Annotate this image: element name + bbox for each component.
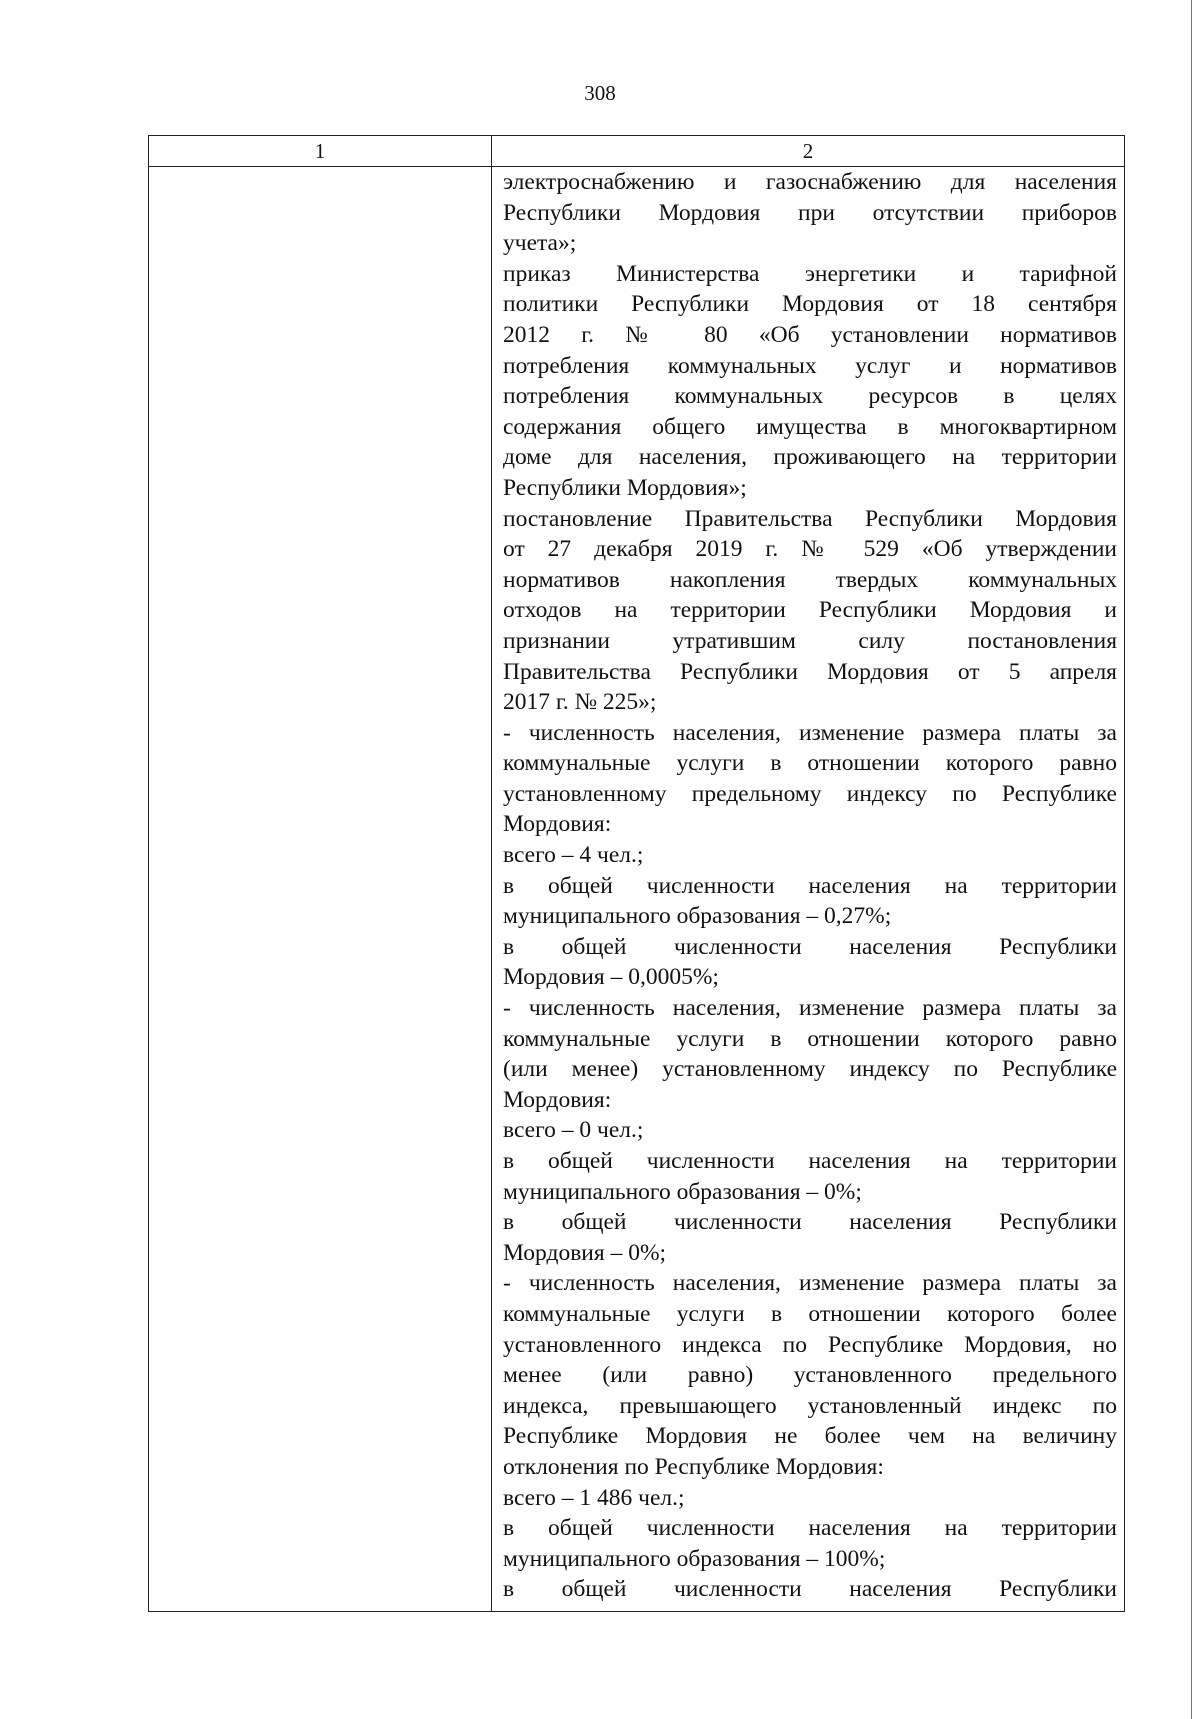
text-line: установленному предельному индексу по Республике: [503, 780, 1117, 807]
document-table: [148, 135, 1125, 1612]
text-line: всего – 0 чел.;: [503, 1117, 644, 1144]
text-line: коммунальные услуги в отношении которого более: [503, 1300, 1117, 1327]
text-line: - численность населения, изменение размера платы за: [503, 1270, 1117, 1297]
text-line: потребления коммунальных ресурсов в целях: [503, 383, 1117, 410]
text-line: в общей численности населения на территории: [503, 1515, 1117, 1542]
column-2-header: 2: [802, 139, 814, 163]
column-1-header: 1: [314, 139, 326, 163]
text-line: от 27 декабря 2019 г. № 529 «Об утверждении: [503, 536, 1117, 563]
text-line: Мордовия:: [503, 1086, 612, 1113]
text-line: Мордовия – 0%;: [503, 1239, 667, 1266]
text-line: Республики Мордовия»;: [503, 474, 747, 501]
column-divider: [491, 136, 492, 1611]
text-line: всего – 4 чел.;: [503, 842, 644, 869]
scan-edge-line: [1191, 0, 1192, 1719]
text-line: муниципального образования – 0%;: [503, 1178, 862, 1205]
text-line: в общей численности населения Республики: [503, 1209, 1117, 1236]
text-line: всего – 1 486 чел.;: [503, 1484, 685, 1511]
text-line: (или менее) установленному индексу по Республике: [503, 1056, 1117, 1083]
text-line: Мордовия:: [503, 811, 612, 838]
text-line: в общей численности населения на территории: [503, 1148, 1117, 1174]
text-line: 2017 г. № 225»;: [503, 689, 657, 716]
text-line: признании утратившим силу постановления: [503, 627, 1117, 654]
text-line: доме для населения, проживающего на территории: [503, 444, 1117, 471]
text-line: 2012 г. № 80 «Об установлении нормативов: [503, 321, 1117, 348]
text-line: учета»;: [503, 230, 577, 257]
text-line: потребления коммунальных услуг и нормативов: [503, 352, 1117, 379]
text-line: Правительства Республики Мордовия от 5 апреля: [503, 658, 1117, 685]
text-line: индекса, превышающего установленный индекс по: [503, 1392, 1117, 1419]
text-line: электроснабжению и газоснабжению для населения: [503, 169, 1117, 195]
text-line: Республики Мордовия при отсутствии приборов: [503, 199, 1117, 226]
text-line: постановление Правительства Республики Мордовия: [503, 505, 1117, 532]
page-number: 308: [584, 81, 616, 105]
text-line: менее (или равно) установленного предельного: [503, 1362, 1117, 1389]
text-line: Мордовия – 0,0005%;: [503, 964, 719, 991]
text-line: отходов на территории Республики Мордовия и: [503, 597, 1117, 624]
text-line: Республике Мордовия не более чем на величину: [503, 1423, 1117, 1450]
text-line: политики Республики Мордовия от 18 сентября: [503, 291, 1117, 318]
text-line: в общей численности населения Республики: [503, 1576, 1117, 1603]
text-line: - численность населения, изменение размера платы за: [503, 995, 1117, 1022]
text-line: коммунальные услуги в отношении которого равно: [503, 750, 1117, 777]
text-line: в общей численности населения на территории: [503, 872, 1117, 899]
text-line: отклонения по Республике Мордовия:: [503, 1453, 884, 1480]
text-line: установленного индекса по Республике Мордовия, но: [503, 1331, 1117, 1358]
table-header-row: [149, 136, 1124, 167]
text-line: нормативов накопления твердых коммунальных: [503, 566, 1117, 593]
text-line: приказ Министерства энергетики и тарифной: [503, 260, 1117, 287]
text-line: коммунальные услуги в отношении которого равно: [503, 1025, 1117, 1052]
text-line: муниципального образования – 100%;: [503, 1545, 886, 1572]
text-line: муниципального образования – 0,27%;: [503, 903, 892, 930]
text-line: в общей численности населения Республики: [503, 933, 1117, 960]
column-2-text: [503, 167, 1117, 1605]
text-line: содержания общего имущества в многоквартирном: [503, 413, 1117, 440]
text-line: - численность населения, изменение размера платы за: [503, 719, 1117, 746]
